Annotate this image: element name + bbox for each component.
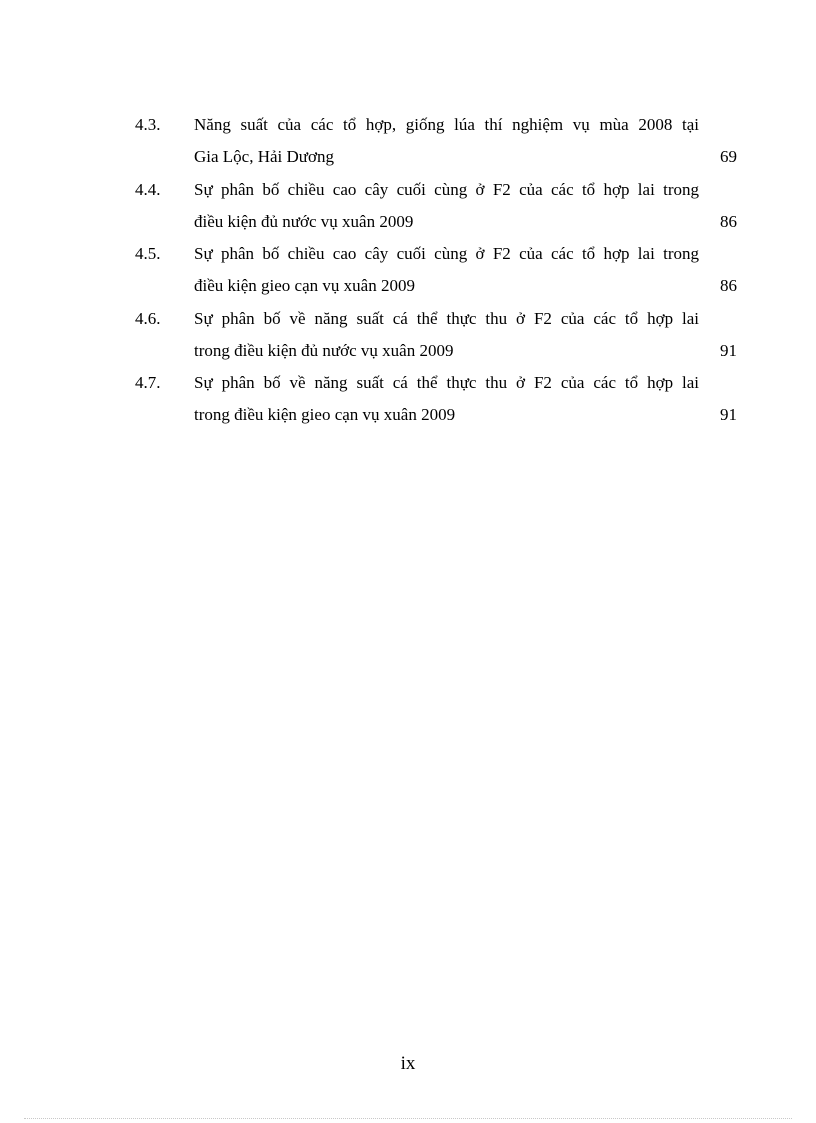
toc-entry-page: 91 [720,405,737,424]
toc-entry-title-line-2: trong điều kiện gieo cạn vụ xuân 2009 [194,405,456,424]
toc-entry [135,238,737,303]
toc-entry-title-line-2: điều kiện gieo cạn vụ xuân 2009 [194,276,415,295]
toc-entry-title-line-2: trong điều kiện đủ nước vụ xuân 2009 [194,340,454,360]
toc-entry-title-line-1: Sự phân bố chiều cao cây cuối cùng ở F2 của các tổ hợp lai trong [194,179,699,199]
toc-entry-title-line-1: Năng suất của các tổ hợp, giống lúa thí nghiệm vụ mùa 2008 tại [194,115,699,134]
toc-entry [135,367,737,432]
page-bottom-divider [24,1118,792,1119]
toc-entry-number: 4.5. [135,244,161,263]
toc-entry-title-line-1: Sự phân bố về năng suất cá thể thực thu ở F2 của các tổ hợp lai [194,308,699,328]
toc-entry-number: 4.7. [135,373,161,392]
toc-entry-title-line-1: Sự phân bố về năng suất cá thể thực thu ở F2 của các tổ hợp lai [194,373,699,392]
table-of-contents [135,109,737,432]
toc-entry-title-line-2: điều kiện đủ nước vụ xuân 2009 [194,211,414,231]
toc-entry-title-line-1: Sự phân bố chiều cao cây cuối cùng ở F2 của các tổ hợp lai trong [194,244,699,263]
toc-entry-page: 86 [720,211,737,231]
toc-entry [135,303,737,368]
toc-entry-number: 4.4. [135,179,161,199]
toc-entry-title-line-2: Gia Lộc, Hải Dương [194,147,335,166]
toc-entry-number: 4.6. [135,308,161,328]
toc-entry-page: 69 [720,147,737,166]
page-number: ix [400,1053,416,1074]
toc-entry-number: 4.3. [135,115,161,134]
toc-entry [135,109,737,174]
toc-entry-page: 86 [720,276,737,295]
toc-entry [135,174,737,239]
toc-entry-page: 91 [720,340,737,360]
